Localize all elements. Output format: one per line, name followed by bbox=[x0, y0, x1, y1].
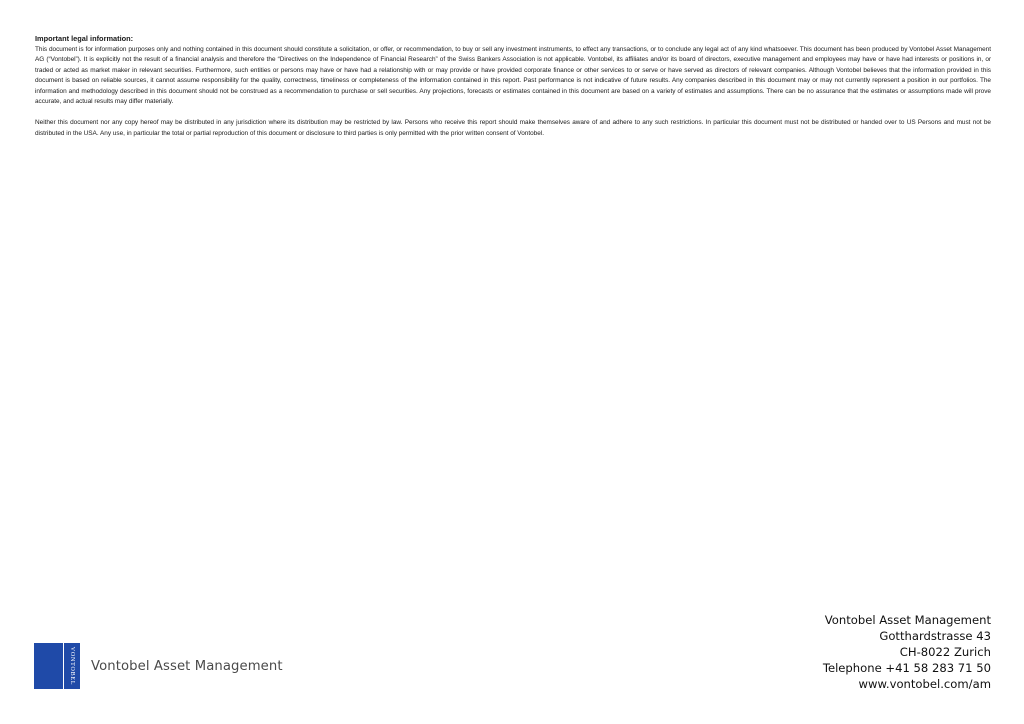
logo-blue-square bbox=[34, 643, 63, 689]
legal-paragraph-distribution: Neither this document nor any copy hereof may be distributed in any jurisdiction where its distribution may be restricted by law. Persons who receive this report should make themselves aware of and adhere to any such restrictions. In particular this document must not be distributed or handed over to US Persons and must not be distributed in the USA. Any use, in particular the total or partial reproduction of this document or disclosure to third parties is only permitted with the prior written consent of Vontobel. bbox=[35, 119, 991, 137]
address-phone: Telephone +41 58 283 71 50 bbox=[822, 660, 991, 675]
address-city: CH-8022 Zurich bbox=[899, 644, 991, 659]
logo-vertical-wordmark: VONTOBEL bbox=[69, 646, 75, 686]
logo-company-name: Vontobel Asset Management bbox=[91, 658, 283, 674]
legal-heading: Important legal information: bbox=[35, 34, 134, 43]
company-logo bbox=[34, 643, 283, 689]
legal-paragraph-disclaimer: This document is for information purposes only and nothing contained in this document should constitute a solicitation, or offer, or recommendation, to buy or sell any investment instruments, to effect any transactions, or to conclude any legal act of any kind whatsoever. This document has been produced by Vontobel Asset Management AG (“Vontobel”). It is explicitly not the result of a financial analysis and therefore the “Directives on the Independence of Financial Research” of the Swiss Bankers Association is not applicable. Vontobel, its affiliates and/or its board of directors, executive management and employees may have or have had interests or positions in, or traded or acted as market maker in relevant securities. Furthermore, such entities or persons may have or have had a relationship with or may provide or have provided corporate finance or other services to or serve or have served as directors of relevant companies. Although Vontobel believes that the information provided in this document is based on reliable sources, it cannot assume responsibility for the quality, correctness, timeliness or completeness of the information contained in this report. Past performance is not indicative of future results. Any companies described in this document may or may not currently represent a position in our portfolios. The information and methodology described in this document should not be construed as a recommendation to purchase or sell securities. Any projections, forecasts or estimates contained in this document are based on a variety of estimates and assumptions. There can be no assurance that the estimates or assumptions made will prove accurate, and actual results may differ materially. bbox=[35, 46, 991, 106]
legal-information-section bbox=[35, 34, 991, 139]
address-website[interactable]: www.vontobel.com/am bbox=[858, 676, 991, 691]
address-company: Vontobel Asset Management bbox=[824, 613, 991, 627]
address-street: Gotthardstrasse 43 bbox=[879, 628, 991, 643]
company-address bbox=[823, 613, 991, 693]
logo-vertical-stripe bbox=[63, 643, 80, 689]
